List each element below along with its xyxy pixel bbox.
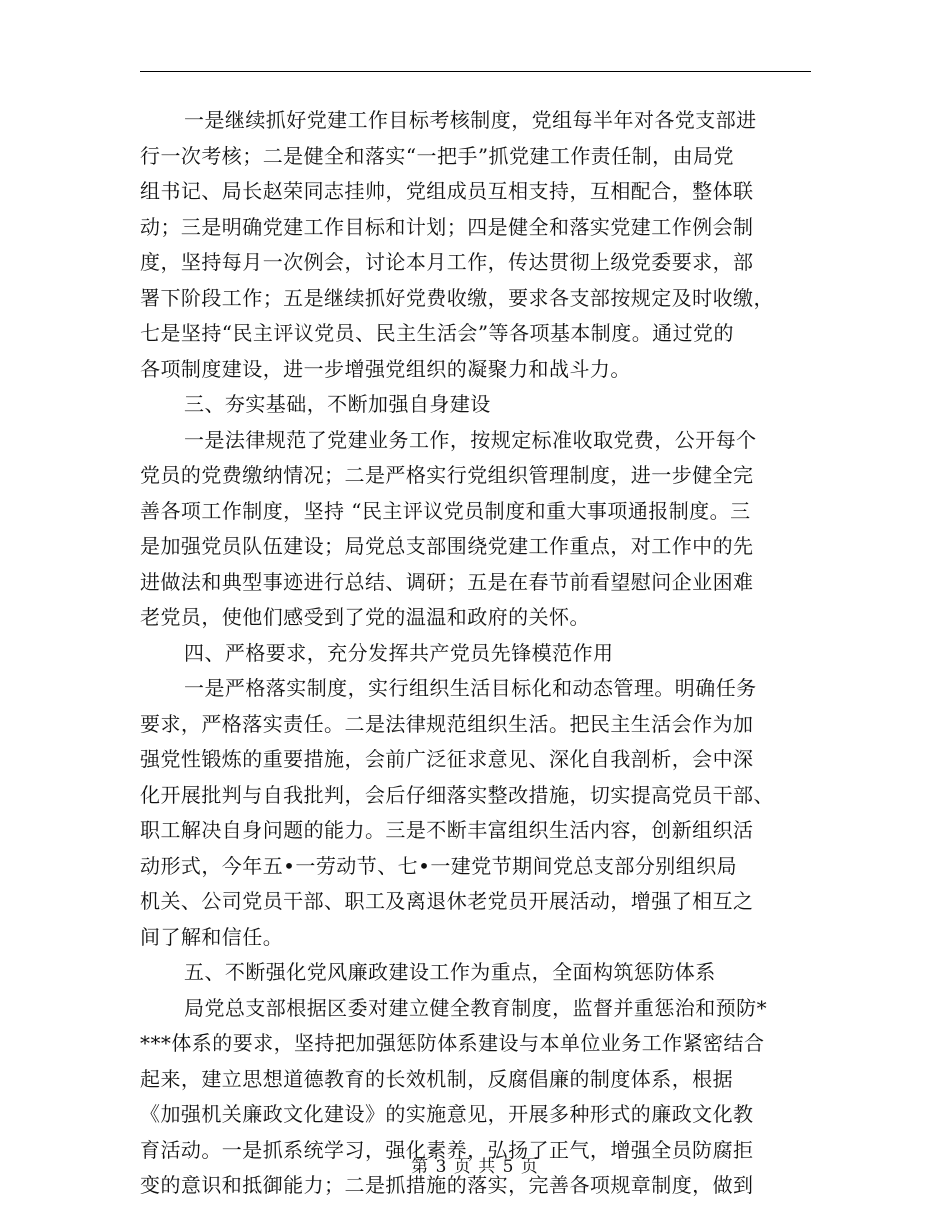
text-line: 一是法律规范了党建业务工作，按规定标准收取党费，公开每个 (184, 427, 757, 452)
text-line: 动；三是明确党建工作目标和计划；四是健全和落实党建工作例会制 (140, 214, 754, 239)
document-body (140, 103, 811, 1204)
text-line: 进做法和典型事迹进行总结、调研；五是在春节前看望慰问企业困难 (140, 569, 754, 594)
text-line: 强党性锻炼的重要措施，会前广泛征求意见、深化自我剖析，会中深 (140, 747, 754, 771)
text-line: 一是继续抓好党建工作目标考核制度，党组每半年对各党支部进 (184, 108, 757, 132)
text-line: 起来，建立思想道德教育的长效机制，反腐倡廉的制度体系，根据 (140, 1066, 734, 1091)
text-line: 局党总支部根据区委对建立健全教育制度，监督并重惩治和预防* (184, 995, 768, 1020)
text-line: 是加强党员队伍建设；局党总支部围绕党建工作重点，对工作中的先 (140, 534, 754, 558)
text-line: 机关、公司党员干部、职工及离退休老党员开展活动，增强了相互之 (140, 889, 754, 913)
text-line: 七是坚持“民主评议党员、民主生活会”等各项基本制度。通过党的 (140, 321, 734, 345)
text-line: 要求，严格落实责任。二是法律规范组织生活。把民主生活会作为加 (140, 711, 754, 736)
text-line: 动形式，今年五•一劳动节、七•一建党节期间党总支部分别组织局 (140, 853, 738, 878)
text-line: 育活动。一是抓系统学习，强化素养，弘扬了正气，增强全员防腐拒 (140, 1137, 754, 1162)
text-line: 党员的党费缴纳情况；二是严格实行党组织管理制度，进一步健全完 (140, 463, 754, 487)
text-line: 五、不断强化党风廉政建设工作为重点，全面构筑惩防体系 (184, 960, 716, 984)
text-line: 各项制度建设，进一步增强党组织的凝聚力和战斗力。 (140, 356, 631, 381)
text-line: 一是严格落实制度，实行组织生活目标化和动态管理。明确任务 (184, 676, 757, 700)
text-line: 善各项工作制度，坚持 “民主评议党员制度和重大事项通报制度。三 (140, 498, 751, 523)
text-line: 组书记、局长赵荣同志挂帅，党组成员互相支持，互相配合，整体联 (140, 179, 754, 203)
text-line: 度，坚持每月一次例会，讨论本月工作，传达贯彻上级党委要求，部 (140, 250, 754, 274)
text-line: 三、夯实基础，不断加强自身建设 (184, 392, 491, 416)
page-footer: 第 3 页 共 5 页 (411, 1157, 539, 1177)
text-line: 署下阶段工作；五是继续抓好党费收缴，要求各支部按规定及时收缴， (140, 285, 774, 310)
text-line: 变的意识和抵御能力；二是抓措施的落实，完善各项规章制度，做到 (140, 1173, 754, 1197)
text-line: 《加强机关廉政文化建设》的实施意见，开展多种形式的廉政文化教 (140, 1102, 754, 1126)
header-rule (140, 71, 811, 72)
text-line: 老党员，使他们感受到了党的温温和政府的关怀。 (140, 605, 590, 629)
text-line: 间了解和信任。 (140, 924, 284, 949)
text-line: ***体系的要求，坚持把加强惩防体系建设与本单位业务工作紧密结合 (140, 1031, 765, 1055)
text-line: 化开展批判与自我批判，会后仔细落实整改措施，切实提高党员干部、 (140, 782, 774, 807)
text-line: 行一次考核；二是健全和落实“一把手”抓党建工作责任制，由局党 (140, 143, 734, 168)
text-line: 四、严格要求，充分发挥共产党员先锋模范作用 (184, 640, 614, 665)
text-line: 职工解决自身问题的能力。三是不断丰富组织生活内容，创新组织活 (140, 818, 754, 842)
